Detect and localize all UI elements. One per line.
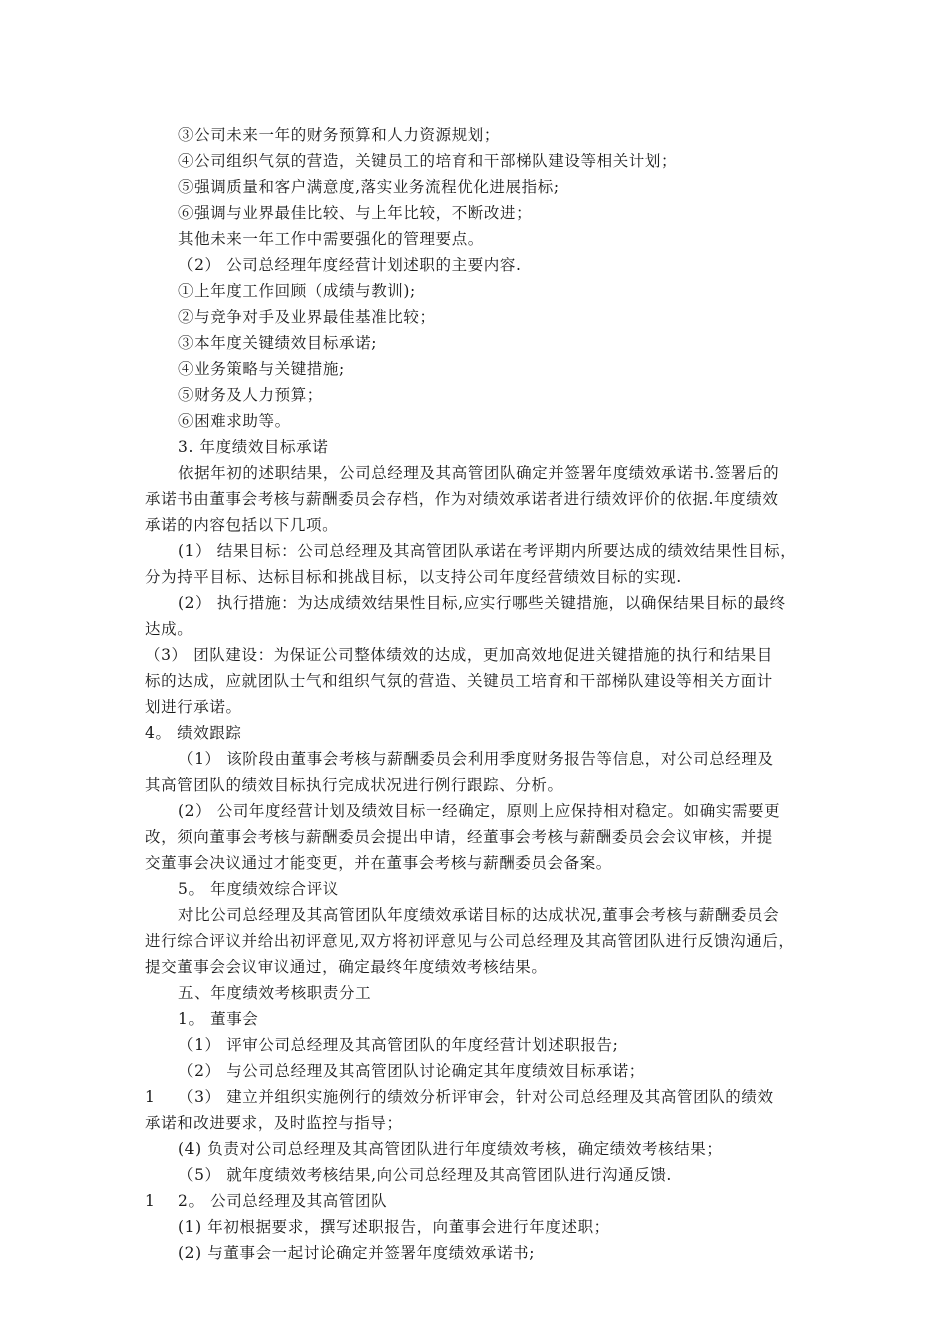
text-line: 承诺和改进要求，及时监控与指导； [145, 1114, 403, 1132]
text-line [0, 1084, 950, 1110]
text-line: 对比公司总经理及其高管团队年度绩效承诺目标的达成状况,董事会考核与薪酬委员会 [178, 906, 780, 924]
section-heading [0, 1188, 950, 1214]
section-heading: 3. 年度绩效目标承诺 [178, 438, 329, 456]
text-line: 分为持平目标、达标目标和挑战目标，以支持公司年度经营绩效目标的实现. [145, 568, 682, 586]
section-heading: 1。 董事会 [178, 1010, 259, 1028]
text-line: （1） 评审公司总经理及其高管团队的年度经营计划述职报告; [178, 1036, 619, 1054]
text-line: （3） 团队建设：为保证公司整体绩效的达成，更加高效地促进关键措施的执行和结果目 [145, 646, 773, 664]
text-line: （2） 公司总经理年度经营计划述职的主要内容. [178, 256, 522, 274]
text-line-content: （3） 建立并组织实施例行的绩效分析评审会，针对公司总经理及其高管团队的绩效 [178, 1088, 774, 1106]
section-heading: 5。 年度绩效综合评议 [178, 880, 339, 898]
text-line: 其他未来一年工作中需要强化的管理要点。 [178, 230, 484, 248]
section-heading-content: 2。 公司总经理及其高管团队 [178, 1192, 388, 1210]
text-line: 其高管团队的绩效目标执行完成状况进行例行跟踪、分析。 [145, 776, 564, 794]
text-line: ②与竞争对手及业界最佳基准比较； [178, 308, 436, 326]
text-line: (2) 与董事会一起讨论确定并签署年度绩效承诺书; [178, 1244, 536, 1262]
text-line: 提交董事会会议审议通过，确定最终年度绩效考核结果。 [145, 958, 548, 976]
text-line: （1） 该阶段由董事会考核与薪酬委员会利用季度财务报告等信息，对公司总经理及 [178, 750, 774, 768]
text-line: (1) 年初根据要求，撰写述职报告，向董事会进行年度述职； [178, 1218, 610, 1236]
line-number: 1 [145, 1192, 156, 1210]
text-line: ①上年度工作回顾（成绩与教训); [178, 282, 416, 300]
text-line: 标的达成，应就团队士气和组织气氛的营造、关键员工培育和干部梯队建设等相关方面计 [145, 672, 773, 690]
text-line: 交董事会决议通过才能变更，并在董事会考核与薪酬委员会备案。 [145, 854, 612, 872]
text-line: 进行综合评议并给出初评意见,双方将初评意见与公司总经理及其高管团队进行反馈沟通后， [145, 932, 795, 950]
text-line: 达成。 [145, 620, 194, 638]
text-line: ④业务策略与关键措施; [178, 360, 345, 378]
text-line: （2） 与公司总经理及其高管团队讨论确定其年度绩效目标承诺； [178, 1062, 645, 1080]
text-line: (1） 结果目标：公司总经理及其高管团队承诺在考评期内所要达成的绩效结果性目标， [178, 542, 797, 560]
text-line: 承诺的内容包括以下几项。 [145, 516, 339, 534]
text-line: 承诺书由董事会考核与薪酬委员会存档，作为对绩效承诺者进行绩效评价的依据.年度绩效 [145, 490, 779, 508]
text-line: 改，须向董事会考核与薪酬委员会提出申请，经董事会考核与薪酬委员会会议审核，并提 [145, 828, 773, 846]
text-line: （5） 就年度绩效考核结果,向公司总经理及其高管团队进行沟通反馈. [178, 1166, 672, 1184]
text-line: ⑤强调质量和客户满意度,落实业务流程优化进展指标; [178, 178, 560, 196]
text-line: (2） 执行措施：为达成绩效结果性目标,应实行哪些关键措施，以确保结果目标的最终 [178, 594, 786, 612]
text-line: ⑥困难求助等。 [178, 412, 291, 430]
text-line: ⑤财务及人力预算； [178, 386, 323, 404]
text-line: ③本年度关键绩效目标承诺; [178, 334, 378, 352]
text-line: (2） 公司年度经营计划及绩效目标一经确定，原则上应保持相对稳定。如确实需要更 [178, 802, 781, 820]
section-heading: 4。 绩效跟踪 [145, 724, 242, 742]
text-line: ⑥强调与业界最佳比较、与上年比较，不断改进； [178, 204, 533, 222]
text-line: ④公司组织气氛的营造，关键员工的培育和干部梯队建设等相关计划； [178, 152, 678, 170]
text-line: ③公司未来一年的财务预算和人力资源规划； [178, 126, 501, 144]
line-number: 1 [145, 1088, 156, 1106]
text-line: (4) 负责对公司总经理及其高管团队进行年度绩效考核，确定绩效考核结果； [178, 1140, 723, 1158]
section-heading: 五、年度绩效考核职责分工 [178, 984, 372, 1002]
text-line: 依据年初的述职结果，公司总经理及其高管团队确定并签署年度绩效承诺书.签署后的 [178, 464, 780, 482]
text-line: 划进行承诺。 [145, 698, 242, 716]
